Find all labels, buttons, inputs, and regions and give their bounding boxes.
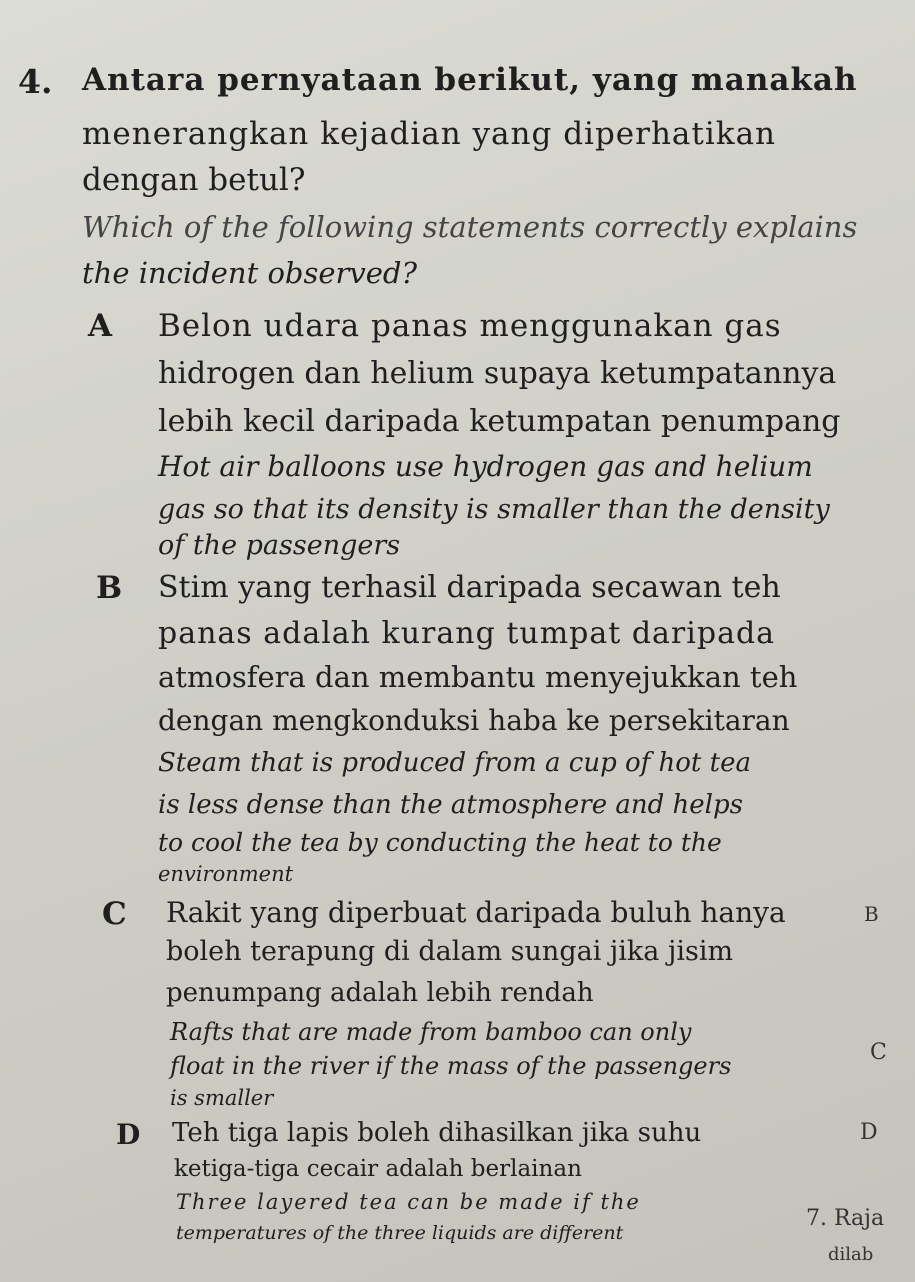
margin-letter-c: C (870, 1040, 887, 1065)
option-c-english-line-3: is smaller (170, 1086, 274, 1110)
option-b-malay-line-1: Stim yang terhasil daripada secawan teh (158, 570, 781, 605)
option-d-english-line-2: temperatures of the three liquids are different (176, 1222, 624, 1244)
option-c-english-line-2: float in the river if the mass of the passengers (170, 1052, 732, 1080)
option-c-malay-line-1: Rakit yang diperbuat daripada buluh hanya (166, 896, 786, 929)
margin-letter-b: B (864, 902, 879, 926)
option-d-english-line-1: Three layered tea can be made if the (176, 1190, 641, 1214)
option-b-english-line-4: environment (158, 862, 294, 886)
option-c-malay-line-3: penumpang adalah lebih rendah (166, 978, 594, 1008)
option-c-letter: C (102, 896, 127, 932)
option-d-malay-line-2: ketiga-tiga cecair adalah berlainan (174, 1156, 582, 1182)
option-b-malay-line-3: atmosfera dan membantu menyejukkan teh (158, 660, 798, 694)
option-d-letter: D (116, 1118, 141, 1151)
option-b-english-line-1: Steam that is produced from a cup of hot tea (158, 748, 751, 778)
margin-letter-d: D (860, 1120, 878, 1145)
option-d-malay-line-1: Teh tiga lapis boleh dihasilkan jika suhu (172, 1118, 702, 1148)
option-b-letter: B (96, 570, 123, 606)
option-c-english-line-1: Rafts that are made from bamboo can only (170, 1018, 692, 1046)
option-b-malay-line-4: dengan mengkonduksi haba ke persekitaran (158, 704, 790, 737)
option-a-malay-line-3: lebih kecil daripada ketumpatan penumpang (158, 404, 841, 439)
question-english-line-2: the incident observed? (82, 256, 418, 290)
option-a-malay-line-2: hidrogen dan helium supaya ketumpatannya (158, 356, 837, 391)
question-number: 4. (18, 62, 53, 101)
option-b-malay-line-2: panas adalah kurang tumpat daripada (158, 616, 776, 651)
next-question-fragment: 7. Raja (806, 1206, 885, 1231)
option-c-malay-line-2: boleh terapung di dalam sungai jika jisim (166, 936, 734, 967)
question-english-line-1: Which of the following statements correctly explains (82, 210, 858, 244)
option-b-english-line-2: is less dense than the atmosphere and helps (158, 790, 743, 820)
option-a-english-line-2: gas so that its density is smaller than the density (158, 494, 830, 525)
option-a-english-line-1: Hot air balloons use hydrogen gas and helium (158, 450, 813, 483)
question-malay-line-1: Antara pernyataan berikut, yang manakah (82, 62, 858, 98)
question-malay-line-2: menerangkan kejadian yang diperhatikan (82, 116, 777, 152)
option-b-english-line-3: to cool the tea by conducting the heat to the (158, 828, 722, 857)
question-malay-line-3: dengan betul? (82, 162, 306, 198)
next-line-fragment: dilab (828, 1244, 874, 1265)
option-a-letter: A (88, 308, 113, 344)
option-a-malay-line-1: Belon udara panas menggunakan gas (158, 308, 782, 344)
option-a-english-line-3: of the passengers (158, 530, 401, 561)
